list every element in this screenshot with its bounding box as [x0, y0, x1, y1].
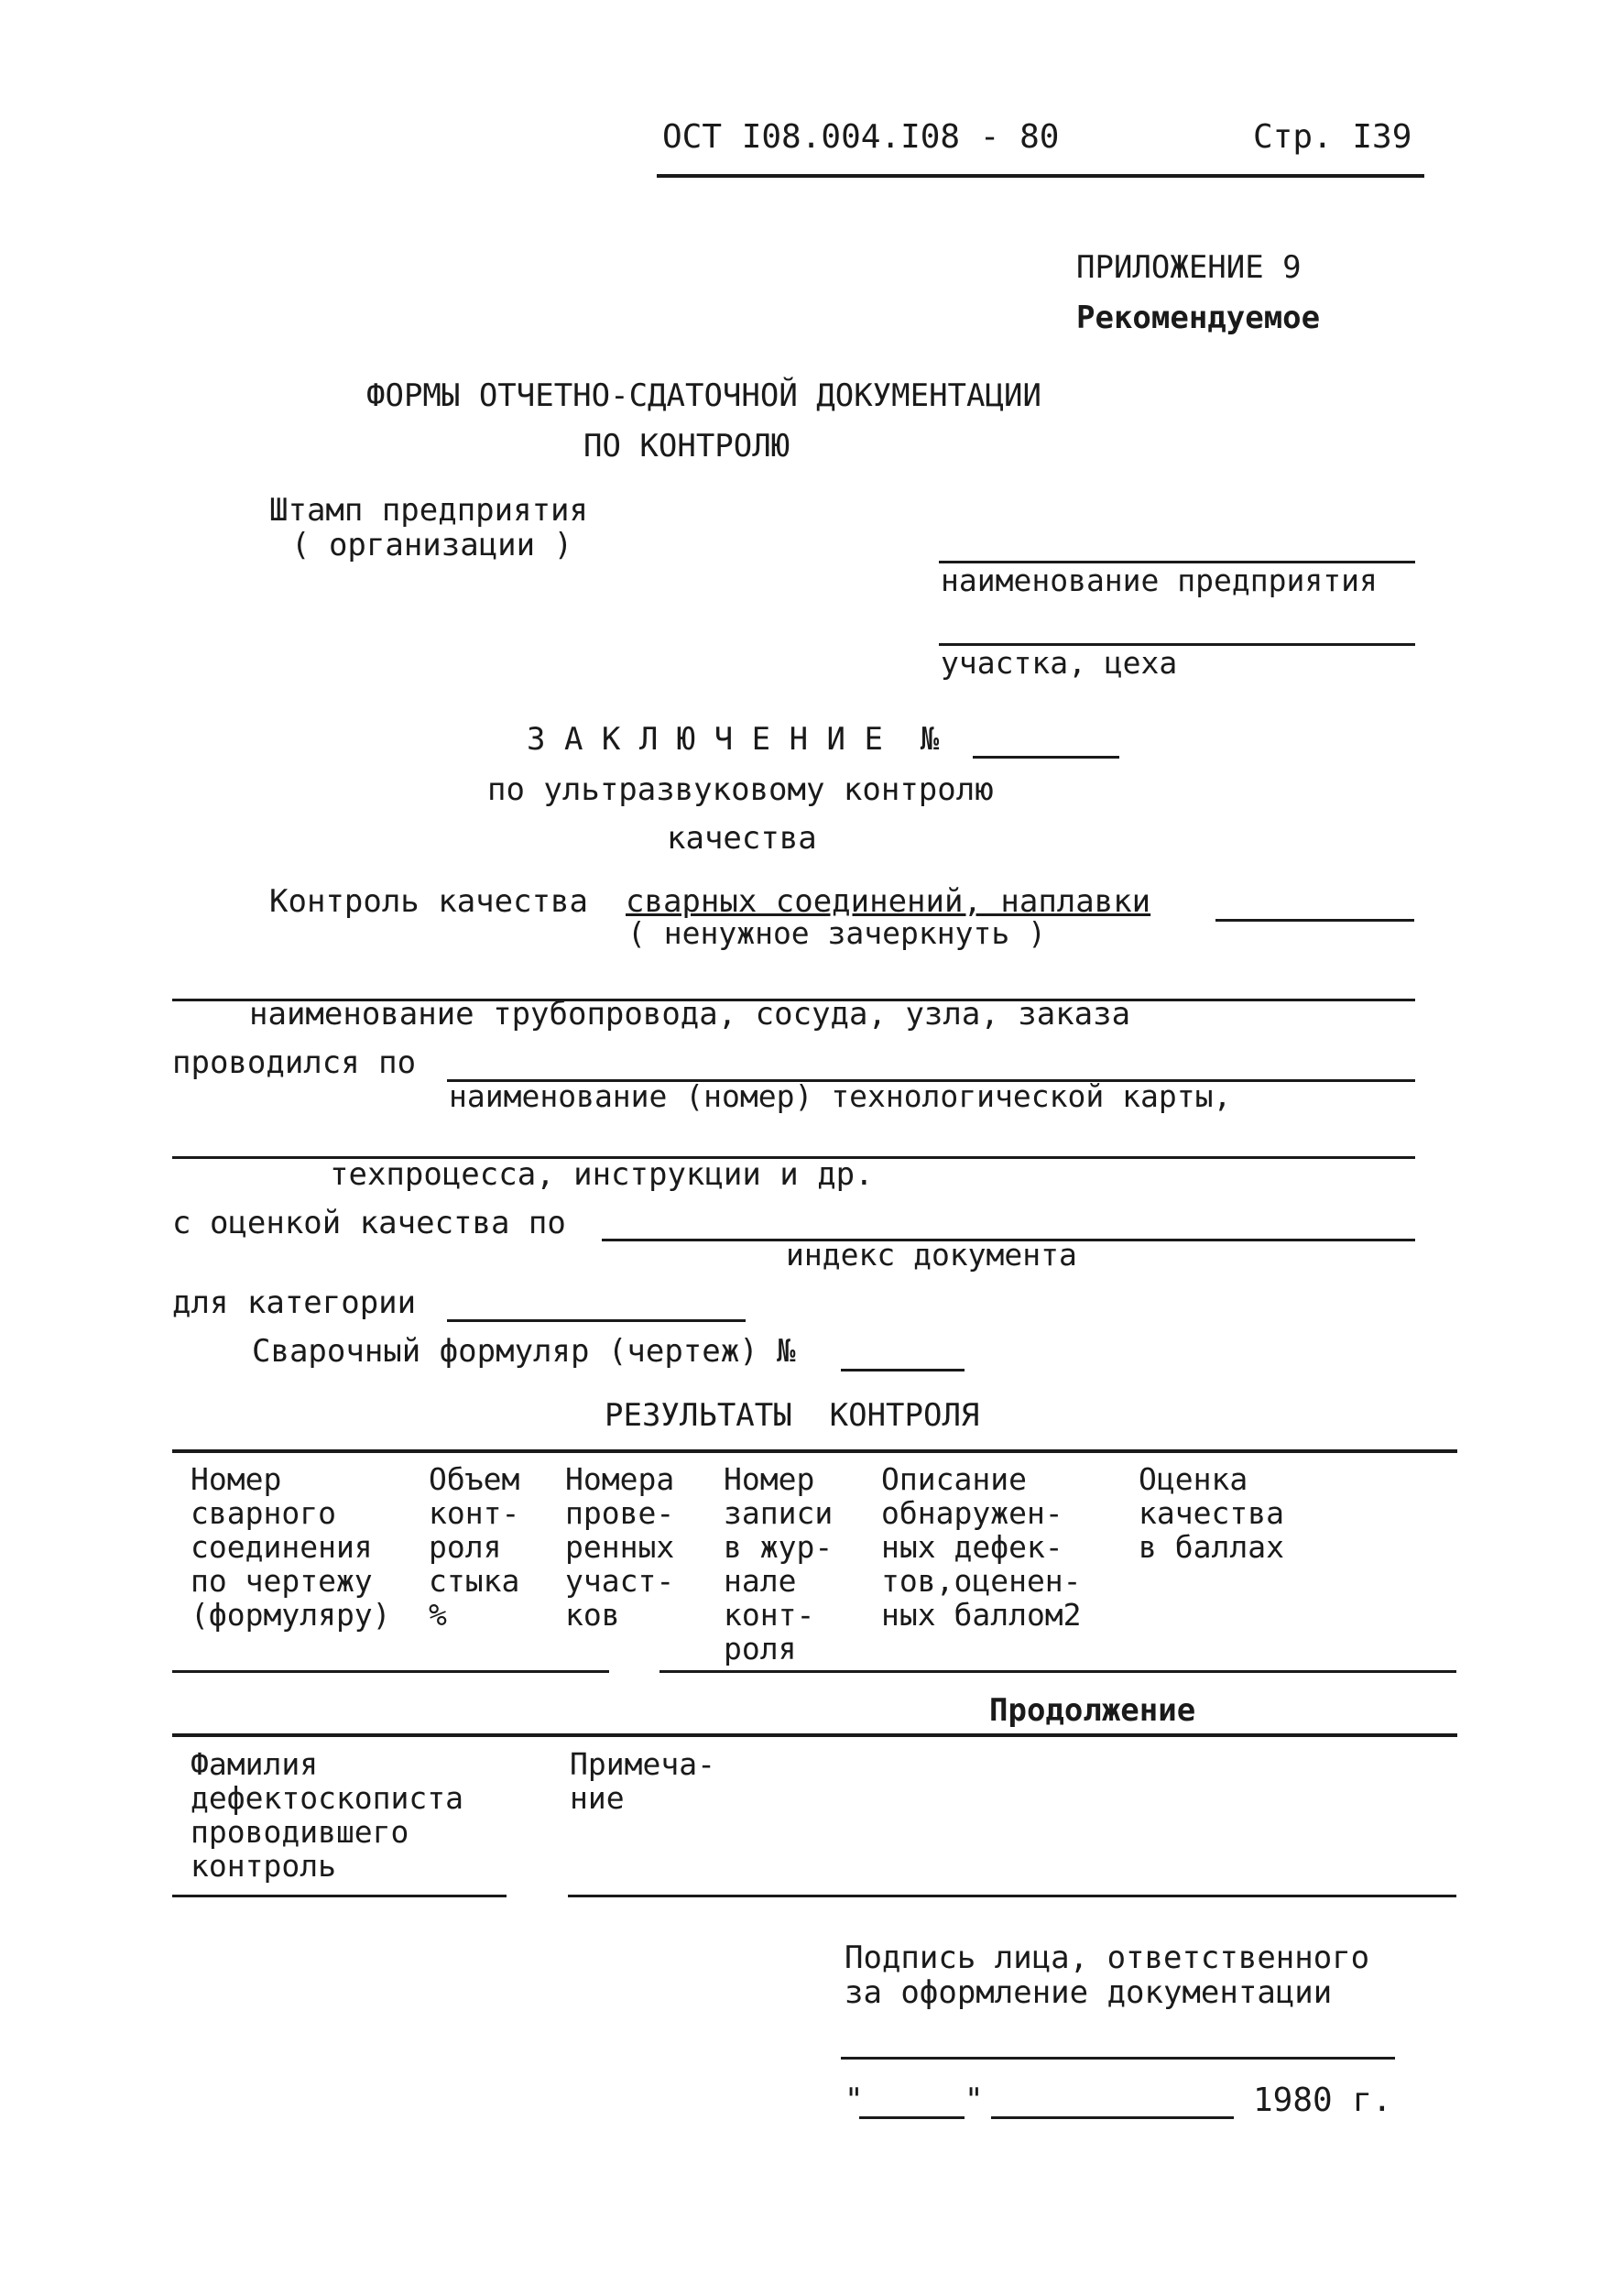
date-quote-open: "	[845, 2082, 864, 2118]
strike-note: ( ненужное зачеркнуть )	[627, 915, 1046, 951]
results-col-journal: Номер записи в жур- нале конт- роля	[724, 1461, 834, 1667]
continuation-col-notes: Примеча- ние	[570, 1746, 715, 1816]
continuation-bottom-rule-right	[568, 1895, 1456, 1897]
results-bottom-rule-right	[659, 1670, 1456, 1673]
techcard-caption: наименование (номер) технологической карты,	[449, 1078, 1232, 1114]
category-line	[447, 1319, 746, 1322]
conclusion-number-line	[973, 756, 1119, 759]
continuation-title: Продолжение	[989, 1692, 1196, 1729]
date-month-line	[991, 2116, 1234, 2119]
welding-label: Сварочный формуляр (чертеж) №	[252, 1333, 796, 1370]
control-label: Контроль качества	[269, 883, 588, 920]
continuation-bottom-rule-left	[172, 1895, 507, 1897]
techprocess-caption: техпроцесса, инструкции и др.	[330, 1156, 874, 1193]
results-top-rule	[172, 1449, 1457, 1453]
conclusion-subtitle2: качества	[667, 820, 817, 857]
results-bottom-rule-left	[172, 1670, 609, 1673]
conclusion-title: З А К Л Ю Ч Е Н И Е №	[527, 721, 940, 758]
object-caption: наименование трубопровода, сосуда, узла, заказа	[249, 996, 1131, 1033]
results-col-volume: Объем конт- роля стыка %	[429, 1461, 520, 1633]
assessment-label: с оценкой качества по	[172, 1205, 566, 1241]
signature-caption-line1: Подпись лица, ответственного	[845, 1940, 1370, 1976]
section-caption: участка, цеха	[941, 645, 1178, 681]
enterprise-name-caption: наименование предприятия	[941, 563, 1378, 598]
control-blank-line	[1215, 919, 1414, 922]
results-col-defects: Описание обнаружен- ных дефек- тов,оценен- ных баллом2	[881, 1461, 1082, 1633]
doc-index-caption: индекс документа	[786, 1237, 1077, 1273]
results-col-sections: Номера прове- ренных участ- ков	[565, 1461, 675, 1633]
conducted-label: проводился по	[172, 1044, 417, 1081]
welding-number-line	[841, 1369, 965, 1371]
stamp-label-line2: ( организации )	[291, 527, 573, 563]
date-year: 1980 г.	[1253, 2082, 1392, 2119]
continuation-col-operator: Фамилия дефектоскописта проводившего контроль	[191, 1746, 464, 1884]
page-number: Стр. I39	[1253, 118, 1412, 156]
date-day-line	[859, 2116, 965, 2119]
document-heading-line2: ПО КОНТРОЛЮ	[583, 428, 790, 464]
standard-number: ОСТ I08.004.I08 - 80	[662, 118, 1060, 156]
header-rule	[657, 174, 1424, 178]
document-heading-line1: ФОРМЫ ОТЧЕТНО-СДАТОЧНОЙ ДОКУМЕНТАЦИИ	[366, 377, 1041, 414]
results-col-score: Оценка качества в баллах	[1139, 1461, 1284, 1565]
signature-line	[841, 2057, 1395, 2060]
continuation-top-rule	[172, 1733, 1457, 1737]
stamp-label-line1: Штамп предприятия	[269, 492, 588, 529]
conclusion-subtitle1: по ультразвуковому контролю	[487, 771, 994, 808]
appendix-title: ПРИЛОЖЕНИЕ 9	[1076, 249, 1302, 286]
control-options: сварных соединений, наплавки	[626, 883, 1151, 920]
results-col-weld-number: Номер сварного соединения по чертежу (формуляру)	[191, 1461, 391, 1633]
signature-caption-line2: за оформление документации	[845, 1974, 1333, 2011]
category-label: для категории	[172, 1284, 417, 1321]
appendix-status: Рекомендуемое	[1076, 300, 1321, 336]
results-title: РЕЗУЛЬТАТЫ КОНТРОЛЯ	[605, 1397, 980, 1434]
date-quote-close: "	[965, 2082, 984, 2118]
